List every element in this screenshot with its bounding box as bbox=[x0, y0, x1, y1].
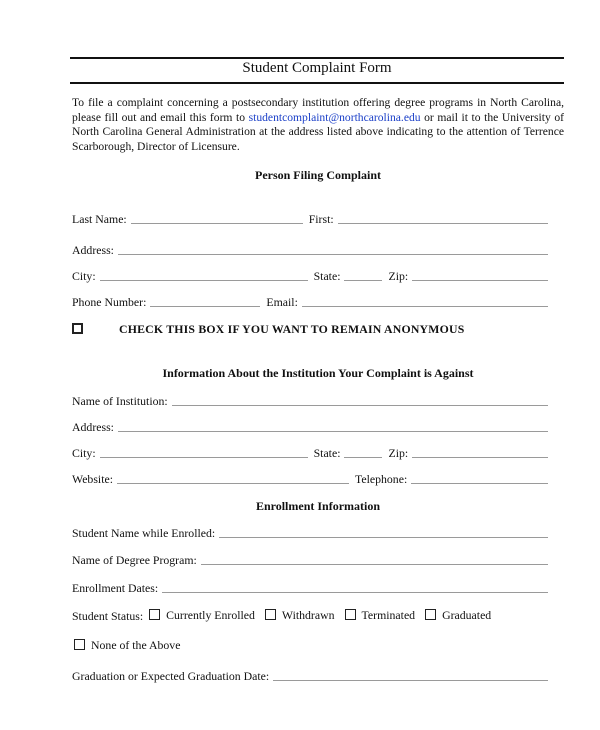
row-enrollment-dates bbox=[72, 579, 554, 595]
email-field[interactable] bbox=[302, 306, 548, 307]
telephone-field[interactable] bbox=[411, 483, 548, 484]
city-label: City: bbox=[72, 269, 96, 283]
phone-label: Phone Number: bbox=[72, 295, 147, 309]
title-rule-top bbox=[70, 57, 564, 59]
enrollment-heading: Enrollment Information bbox=[255, 499, 381, 513]
row-city bbox=[72, 267, 554, 283]
row-institution-name bbox=[72, 392, 554, 408]
degree-program-field[interactable] bbox=[201, 564, 548, 565]
anonymous-checkbox[interactable] bbox=[72, 323, 83, 334]
telephone-label: Telephone: bbox=[354, 472, 408, 486]
address-label: Address: bbox=[72, 243, 114, 257]
website-field[interactable] bbox=[117, 483, 349, 484]
checkbox[interactable] bbox=[265, 609, 276, 620]
phone-field[interactable] bbox=[150, 306, 260, 307]
student-status-label: Student Status: bbox=[72, 609, 144, 623]
last-name-label: Last Name: bbox=[72, 212, 127, 226]
row-institution-city bbox=[72, 444, 554, 460]
row-website bbox=[72, 470, 554, 486]
institution-name-field[interactable] bbox=[172, 405, 548, 406]
last-name-field[interactable] bbox=[131, 223, 303, 224]
institution-state-label: State: bbox=[313, 446, 341, 460]
email-label: Email: bbox=[266, 295, 298, 309]
institution-city-field[interactable] bbox=[100, 457, 308, 458]
person-heading: Person Filing Complaint bbox=[254, 168, 381, 182]
row-student-status bbox=[72, 607, 554, 623]
first-name-label: First: bbox=[308, 212, 334, 226]
graduation-date-field[interactable] bbox=[273, 680, 548, 681]
zip-label: Zip: bbox=[388, 269, 409, 283]
title-rule-bottom bbox=[70, 82, 564, 84]
enrollment-dates-label: Enrollment Dates: bbox=[72, 581, 159, 595]
student-name-field[interactable] bbox=[219, 537, 548, 538]
status-option-currently-enrolled[interactable] bbox=[149, 608, 255, 623]
institution-name-label: Name of Institution: bbox=[72, 394, 168, 408]
institution-heading: Information About the Institution Your Complaint is Against bbox=[162, 366, 474, 380]
row-name bbox=[72, 210, 554, 226]
institution-address-field[interactable] bbox=[118, 431, 548, 432]
status-option-terminated[interactable] bbox=[345, 608, 416, 623]
row-student-name bbox=[72, 524, 554, 540]
anonymous-option bbox=[72, 322, 464, 337]
row-graduation-date bbox=[72, 667, 554, 683]
website-label: Website: bbox=[72, 472, 113, 486]
address-field[interactable] bbox=[118, 254, 548, 255]
checkbox[interactable] bbox=[425, 609, 436, 620]
institution-address-label: Address: bbox=[72, 420, 114, 434]
row-degree-program bbox=[72, 551, 554, 567]
row-status-none bbox=[72, 637, 554, 653]
intro-text-1: To file a complaint concerning a postsecondary institution offering degree programs in North Carolina, please fill out and email this form to bbox=[72, 96, 564, 124]
zip-field[interactable] bbox=[412, 280, 548, 281]
anonymous-label: CHECK THIS BOX IF YOU WANT TO REMAIN ANONYMOUS bbox=[119, 322, 465, 336]
first-name-field[interactable] bbox=[338, 223, 548, 224]
email-link[interactable]: studentcomplaint@northcarolina.edu bbox=[248, 110, 421, 124]
row-phone bbox=[72, 293, 554, 309]
status-option-withdrawn[interactable] bbox=[265, 608, 335, 623]
option-label: Currently Enrolled bbox=[166, 608, 255, 622]
row-address bbox=[72, 241, 554, 257]
checkbox[interactable] bbox=[149, 609, 160, 620]
option-label: Graduated bbox=[442, 608, 492, 622]
city-field[interactable] bbox=[100, 280, 308, 281]
option-label: None of the Above bbox=[91, 638, 181, 652]
status-option-none[interactable] bbox=[74, 638, 180, 653]
intro-paragraph bbox=[72, 96, 564, 154]
intro-text-2: or mail it to the University of North Carolina General Administration at the address listed above indicating to the attention of Terrence Scarborough, Director of Licensure. bbox=[72, 110, 564, 153]
option-label: Withdrawn bbox=[281, 608, 335, 622]
option-label: Terminated bbox=[361, 608, 416, 622]
institution-state-field[interactable] bbox=[344, 457, 382, 458]
row-institution-address bbox=[72, 418, 554, 434]
institution-zip-field[interactable] bbox=[412, 457, 548, 458]
form-title: Student Complaint Form bbox=[242, 60, 392, 76]
state-label: State: bbox=[313, 269, 341, 283]
state-field[interactable] bbox=[344, 280, 382, 281]
status-option-graduated[interactable] bbox=[425, 608, 491, 623]
student-name-label: Student Name while Enrolled: bbox=[72, 526, 216, 540]
checkbox[interactable] bbox=[74, 639, 85, 650]
enrollment-dates-field[interactable] bbox=[162, 592, 548, 593]
institution-city-label: City: bbox=[72, 446, 96, 460]
institution-zip-label: Zip: bbox=[388, 446, 409, 460]
checkbox[interactable] bbox=[345, 609, 356, 620]
degree-program-label: Name of Degree Program: bbox=[72, 553, 197, 567]
graduation-date-label: Graduation or Expected Graduation Date: bbox=[72, 669, 270, 683]
